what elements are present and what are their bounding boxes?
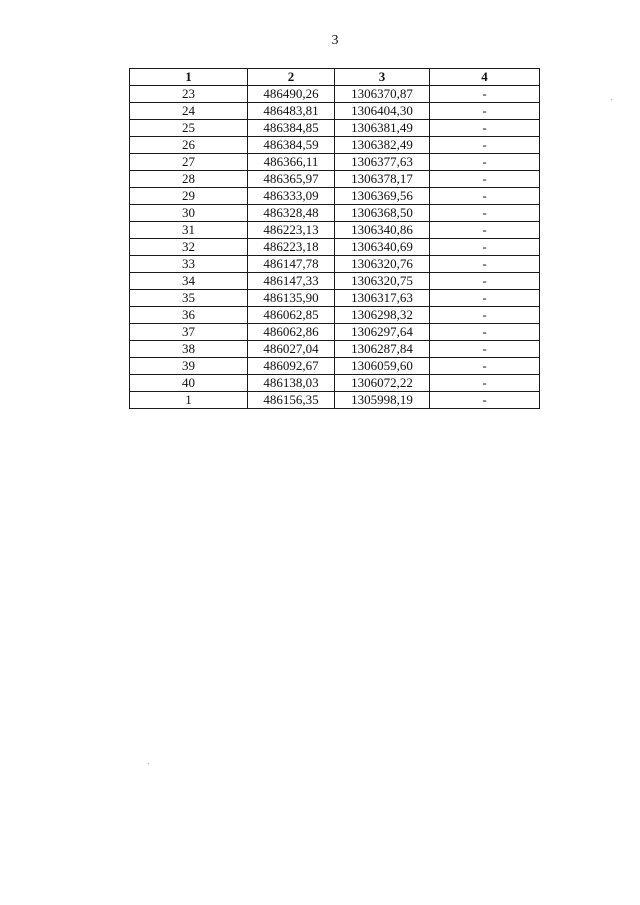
table-cell-col-1: 34 bbox=[130, 273, 248, 290]
header-cell-3: 3 bbox=[335, 69, 430, 86]
table-cell-col-2: 486490,26 bbox=[248, 86, 335, 103]
table-cell-col-4: - bbox=[430, 392, 540, 409]
table-cell-col-2: 486223,13 bbox=[248, 222, 335, 239]
table-row bbox=[130, 137, 540, 154]
table-cell-col-4: - bbox=[430, 103, 540, 120]
table-row bbox=[130, 290, 540, 307]
table-cell-col-2: 486092,67 bbox=[248, 358, 335, 375]
table-cell-col-1: 40 bbox=[130, 375, 248, 392]
table-cell-col-4: - bbox=[430, 205, 540, 222]
table-row bbox=[130, 324, 540, 341]
table-cell-col-3: 1306059,60 bbox=[335, 358, 430, 375]
table-row bbox=[130, 256, 540, 273]
table-cell-col-3: 1306369,56 bbox=[335, 188, 430, 205]
table-cell-col-3: 1306287,84 bbox=[335, 341, 430, 358]
table-row bbox=[130, 358, 540, 375]
table-cell-col-1: 39 bbox=[130, 358, 248, 375]
table-cell-col-3: 1306320,75 bbox=[335, 273, 430, 290]
table-cell-col-3: 1306340,86 bbox=[335, 222, 430, 239]
table-cell-col-1: 29 bbox=[130, 188, 248, 205]
table-row bbox=[130, 392, 540, 409]
table-row bbox=[130, 86, 540, 103]
table-cell-col-3: 1306368,50 bbox=[335, 205, 430, 222]
table-cell-col-1: 28 bbox=[130, 171, 248, 188]
table-row bbox=[130, 273, 540, 290]
table-header bbox=[130, 69, 540, 86]
table-cell-col-2: 486483,81 bbox=[248, 103, 335, 120]
table-cell-col-2: 486328,48 bbox=[248, 205, 335, 222]
table-cell-col-2: 486366,11 bbox=[248, 154, 335, 171]
table-cell-col-3: 1306298,32 bbox=[335, 307, 430, 324]
table-cell-col-3: 1306297,64 bbox=[335, 324, 430, 341]
table-cell-col-4: - bbox=[430, 86, 540, 103]
table-row bbox=[130, 188, 540, 205]
table-row bbox=[130, 154, 540, 171]
table-cell-col-2: 486147,78 bbox=[248, 256, 335, 273]
table-cell-col-3: 1305998,19 bbox=[335, 392, 430, 409]
table-cell-col-3: 1306370,87 bbox=[335, 86, 430, 103]
coordinates-table bbox=[129, 68, 540, 409]
table-cell-col-3: 1306382,49 bbox=[335, 137, 430, 154]
table-cell-col-4: - bbox=[430, 273, 540, 290]
table-cell-col-1: 23 bbox=[130, 86, 248, 103]
table-cell-col-3: 1306381,49 bbox=[335, 120, 430, 137]
table-row bbox=[130, 222, 540, 239]
table-cell-col-4: - bbox=[430, 171, 540, 188]
table-cell-col-1: 36 bbox=[130, 307, 248, 324]
table-cell-col-3: 1306378,17 bbox=[335, 171, 430, 188]
table-cell-col-1: 25 bbox=[130, 120, 248, 137]
table-cell-col-2: 486384,59 bbox=[248, 137, 335, 154]
table-cell-col-4: - bbox=[430, 154, 540, 171]
table-cell-col-1: 27 bbox=[130, 154, 248, 171]
table-cell-col-4: - bbox=[430, 222, 540, 239]
table-row bbox=[130, 103, 540, 120]
table-cell-col-3: 1306317,63 bbox=[335, 290, 430, 307]
table-cell-col-1: 35 bbox=[130, 290, 248, 307]
table-cell-col-2: 486062,85 bbox=[248, 307, 335, 324]
table-row bbox=[130, 171, 540, 188]
table-cell-col-4: - bbox=[430, 239, 540, 256]
table-cell-col-3: 1306072,22 bbox=[335, 375, 430, 392]
table-body bbox=[130, 86, 540, 409]
table-cell-col-1: 1 bbox=[130, 392, 248, 409]
table-row bbox=[130, 307, 540, 324]
table-cell-col-2: 486223,18 bbox=[248, 239, 335, 256]
table-cell-col-3: 1306340,69 bbox=[335, 239, 430, 256]
table-cell-col-1: 37 bbox=[130, 324, 248, 341]
table-cell-col-3: 1306404,30 bbox=[335, 103, 430, 120]
table-cell-col-2: 486147,33 bbox=[248, 273, 335, 290]
table-cell-col-2: 486027,04 bbox=[248, 341, 335, 358]
table-cell-col-4: - bbox=[430, 137, 540, 154]
header-cell-2: 2 bbox=[248, 69, 335, 86]
table-cell-col-1: 31 bbox=[130, 222, 248, 239]
table-cell-col-1: 32 bbox=[130, 239, 248, 256]
table-cell-col-2: 486384,85 bbox=[248, 120, 335, 137]
table-cell-col-4: - bbox=[430, 324, 540, 341]
table-cell-col-2: 486062,86 bbox=[248, 324, 335, 341]
table-cell-col-1: 38 bbox=[130, 341, 248, 358]
table-cell-col-4: - bbox=[430, 341, 540, 358]
table-cell-col-4: - bbox=[430, 120, 540, 137]
table-cell-col-3: 1306377,63 bbox=[335, 154, 430, 171]
table-cell-col-4: - bbox=[430, 307, 540, 324]
scan-speck bbox=[611, 99, 612, 100]
table-cell-col-2: 486333,09 bbox=[248, 188, 335, 205]
table-cell-col-4: - bbox=[430, 188, 540, 205]
table-cell-col-2: 486365,97 bbox=[248, 171, 335, 188]
page-number: 3 bbox=[331, 33, 339, 48]
table-cell-col-1: 24 bbox=[130, 103, 248, 120]
header-cell-4: 4 bbox=[430, 69, 540, 86]
table-row bbox=[130, 120, 540, 137]
table-cell-col-4: - bbox=[430, 375, 540, 392]
table-row bbox=[130, 375, 540, 392]
table-row bbox=[130, 205, 540, 222]
table-cell-col-4: - bbox=[430, 290, 540, 307]
table-cell-col-2: 486135,90 bbox=[248, 290, 335, 307]
table-row bbox=[130, 239, 540, 256]
header-row bbox=[130, 69, 540, 86]
table-cell-col-1: 26 bbox=[130, 137, 248, 154]
scan-speck bbox=[148, 763, 149, 764]
header-cell-1: 1 bbox=[130, 69, 248, 86]
table-cell-col-1: 33 bbox=[130, 256, 248, 273]
table-cell-col-1: 30 bbox=[130, 205, 248, 222]
table-cell-col-2: 486138,03 bbox=[248, 375, 335, 392]
table-cell-col-4: - bbox=[430, 358, 540, 375]
table-row bbox=[130, 341, 540, 358]
table-cell-col-2: 486156,35 bbox=[248, 392, 335, 409]
table-cell-col-4: - bbox=[430, 256, 540, 273]
table-cell-col-3: 1306320,76 bbox=[335, 256, 430, 273]
